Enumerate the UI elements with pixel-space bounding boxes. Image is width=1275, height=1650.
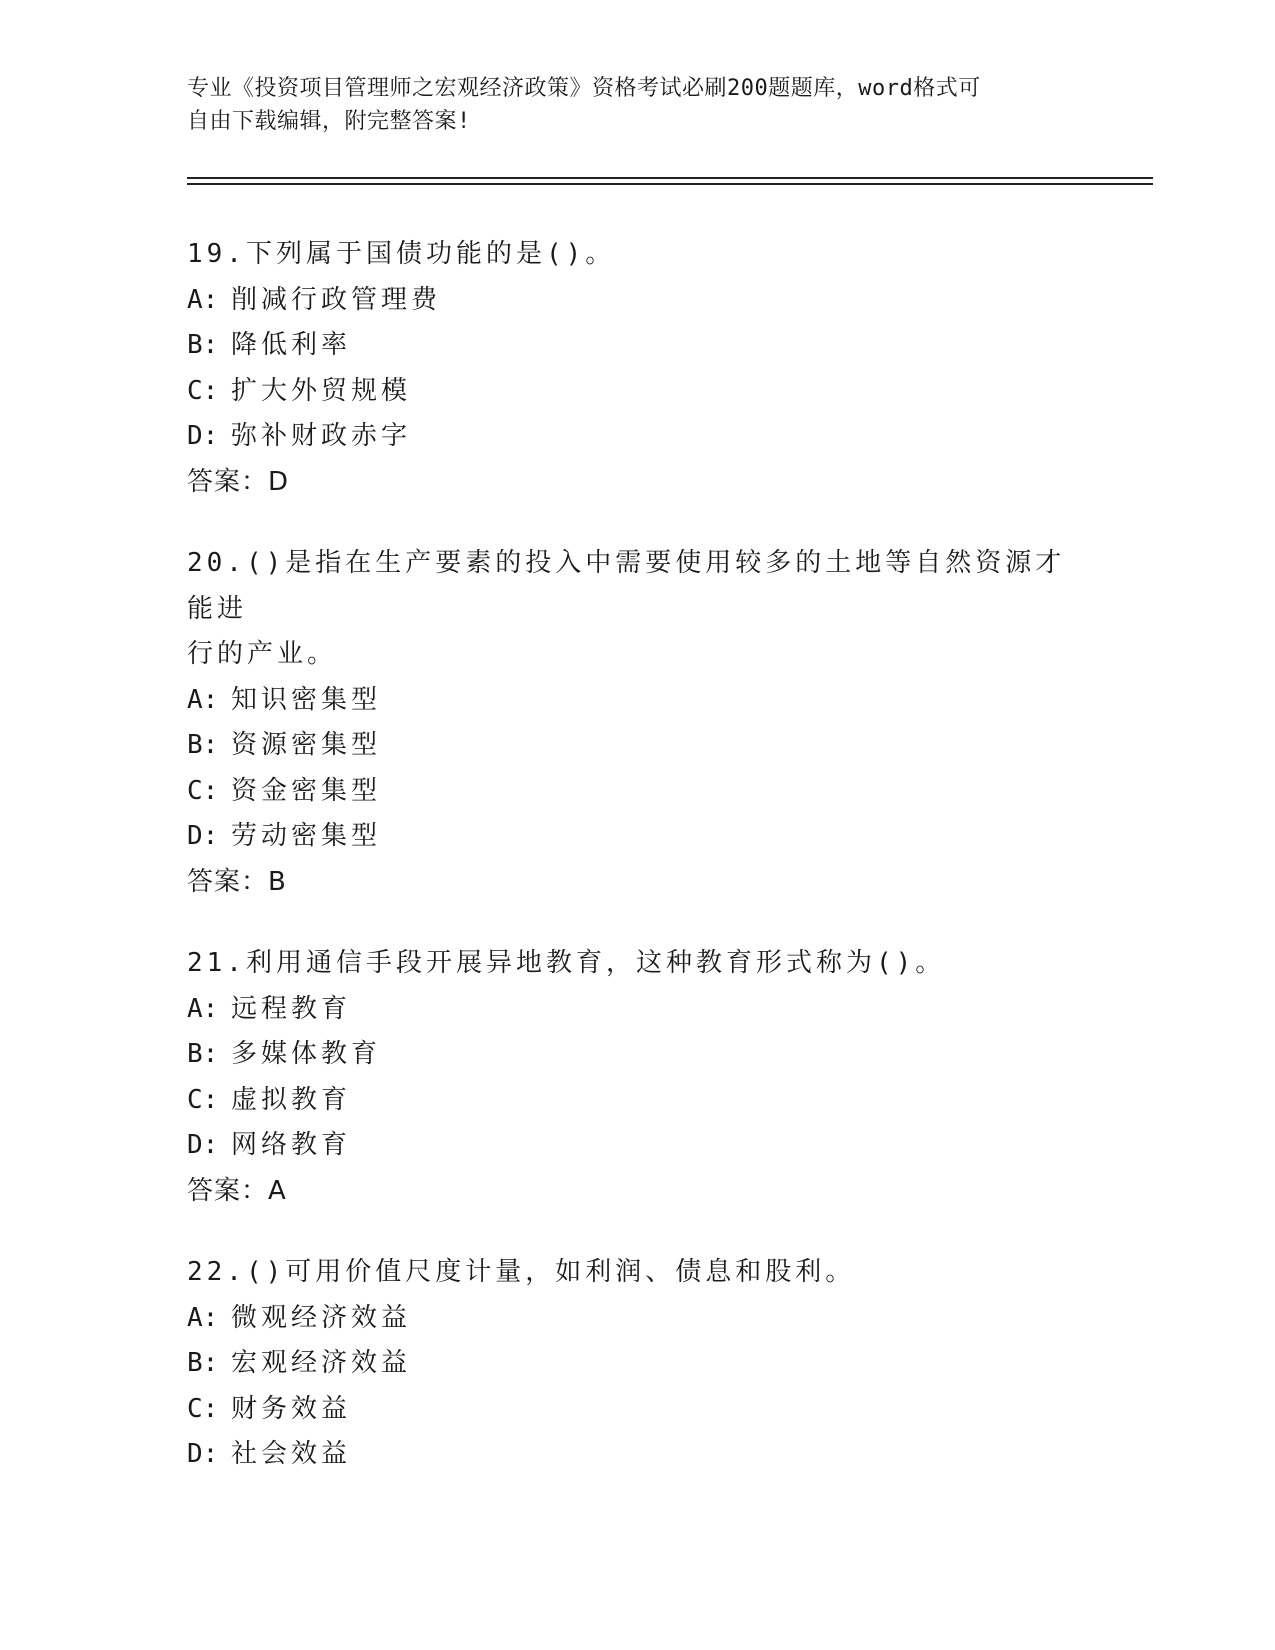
option-text: 微观经济效益 [231, 1302, 412, 1333]
option-letter: D: [187, 821, 219, 851]
option-c [187, 1078, 1087, 1124]
option-d [187, 1432, 1087, 1478]
option-text: 降低利率 [231, 330, 352, 360]
question-stem: 19.下列属于国债功能的是()。 [187, 239, 616, 269]
option-letter: B: [187, 1039, 219, 1069]
question-stem-continued: 行的产业。 [187, 639, 338, 669]
option-letter: B: [187, 1348, 219, 1378]
answer-line: 答案：D [187, 466, 290, 497]
header-line-2: 自由下载编辑，附完整答案! [187, 109, 471, 134]
question-stem: 20.()是指在生产要素的投入中需要使用较多的土地等自然资源才能进 [187, 548, 1066, 624]
option-c [187, 369, 1087, 415]
question-19 [187, 232, 1087, 505]
option-letter: C: [187, 1084, 219, 1115]
option-letter: C: [187, 1393, 219, 1424]
question-20 [187, 541, 1087, 905]
option-text: 虚拟教育 [231, 1084, 352, 1115]
option-text: 宏观经济效益 [231, 1348, 412, 1378]
option-d [187, 814, 1087, 860]
option-text: 资源密集型 [231, 730, 382, 760]
header-divider-bottom [187, 183, 1153, 185]
question-stem: 22.()可用价值尺度计量，如利润、债息和股利。 [187, 1257, 856, 1287]
option-a [187, 1296, 1087, 1342]
option-letter: A: [187, 1302, 219, 1333]
option-letter: D: [187, 421, 219, 451]
option-text: 削减行政管理费 [231, 284, 442, 315]
answer-line: 答案：A [187, 1175, 287, 1206]
option-c [187, 769, 1087, 815]
option-letter: C: [187, 775, 219, 806]
header-divider-top [187, 177, 1153, 179]
option-b [187, 723, 1087, 769]
option-text: 财务效益 [231, 1393, 352, 1424]
option-b [187, 1341, 1087, 1387]
header-line-1: 专业《投资项目管理师之宏观经济政策》资格考试必刷200题题库，word格式可 [187, 76, 981, 101]
option-text: 远程教育 [231, 993, 352, 1024]
option-b [187, 323, 1087, 369]
question-22 [187, 1250, 1087, 1478]
option-letter: A: [187, 284, 219, 315]
option-d [187, 414, 1087, 460]
question-stem: 21.利用通信手段开展异地教育，这种教育形式称为()。 [187, 948, 946, 978]
option-a [187, 987, 1087, 1033]
option-text: 扩大外贸规模 [231, 375, 412, 406]
option-letter: D: [187, 1130, 219, 1160]
option-a [187, 278, 1087, 324]
option-d [187, 1123, 1087, 1169]
answer-line: 答案：B [187, 866, 287, 897]
option-letter: A: [187, 684, 219, 715]
option-text: 社会效益 [231, 1439, 352, 1469]
option-text: 知识密集型 [231, 684, 382, 715]
option-c [187, 1387, 1087, 1433]
option-b [187, 1032, 1087, 1078]
option-a [187, 678, 1087, 724]
option-letter: A: [187, 993, 219, 1024]
option-text: 劳动密集型 [231, 821, 382, 851]
question-21 [187, 941, 1087, 1214]
option-text: 弥补财政赤字 [231, 421, 412, 451]
option-text: 多媒体教育 [231, 1039, 382, 1069]
document-header [187, 72, 1087, 138]
question-list [187, 232, 1087, 1514]
option-letter: B: [187, 730, 219, 760]
option-text: 网络教育 [231, 1130, 352, 1160]
option-text: 资金密集型 [231, 775, 382, 806]
option-letter: B: [187, 330, 219, 360]
option-letter: D: [187, 1439, 219, 1469]
option-letter: C: [187, 375, 219, 406]
